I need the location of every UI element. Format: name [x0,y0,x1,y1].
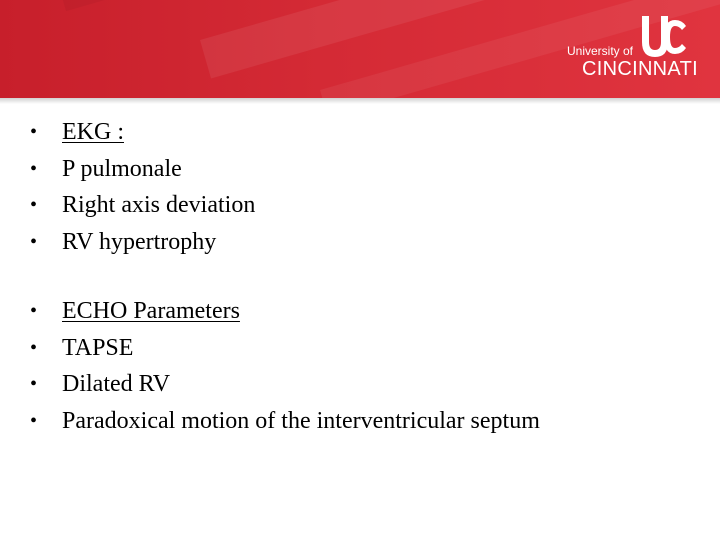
ekg-bullet-list [30,114,255,260]
bullet-icon: • [30,336,38,359]
university-logo [560,12,710,88]
list-item-text: TAPSE [62,334,134,361]
logo-university-text: University of [567,44,634,58]
section-heading-echo: ECHO Parameters [62,298,240,324]
logo-cincinnati-text: CINCINNATI [582,58,698,80]
uc-monogram-icon [638,14,688,60]
banner-shadow [0,98,720,104]
list-item [30,224,255,261]
list-item [30,187,255,224]
bullet-icon: • [30,230,38,253]
list-item-text: RV hypertrophy [62,228,217,255]
bullet-icon: • [30,157,38,180]
bullet-icon: • [30,194,38,216]
list-item [30,293,540,330]
list-item-text: Right axis deviation [62,192,256,218]
list-item [30,403,540,440]
bullet-icon: • [30,300,38,322]
list-item [30,330,540,367]
section-heading-ekg: EKG : [62,119,124,145]
bullet-icon: • [30,409,38,432]
bullet-icon: • [30,121,38,143]
bullet-icon: • [30,373,38,395]
list-item [30,366,540,403]
header-banner [0,0,720,98]
list-item [30,114,255,151]
list-item-text: P pulmonale [62,155,182,182]
list-item-text: Paradoxical motion of the interventricular septum [62,407,540,434]
list-item [30,151,255,188]
echo-bullet-list [30,293,540,439]
list-item-text: Dilated RV [62,371,171,397]
